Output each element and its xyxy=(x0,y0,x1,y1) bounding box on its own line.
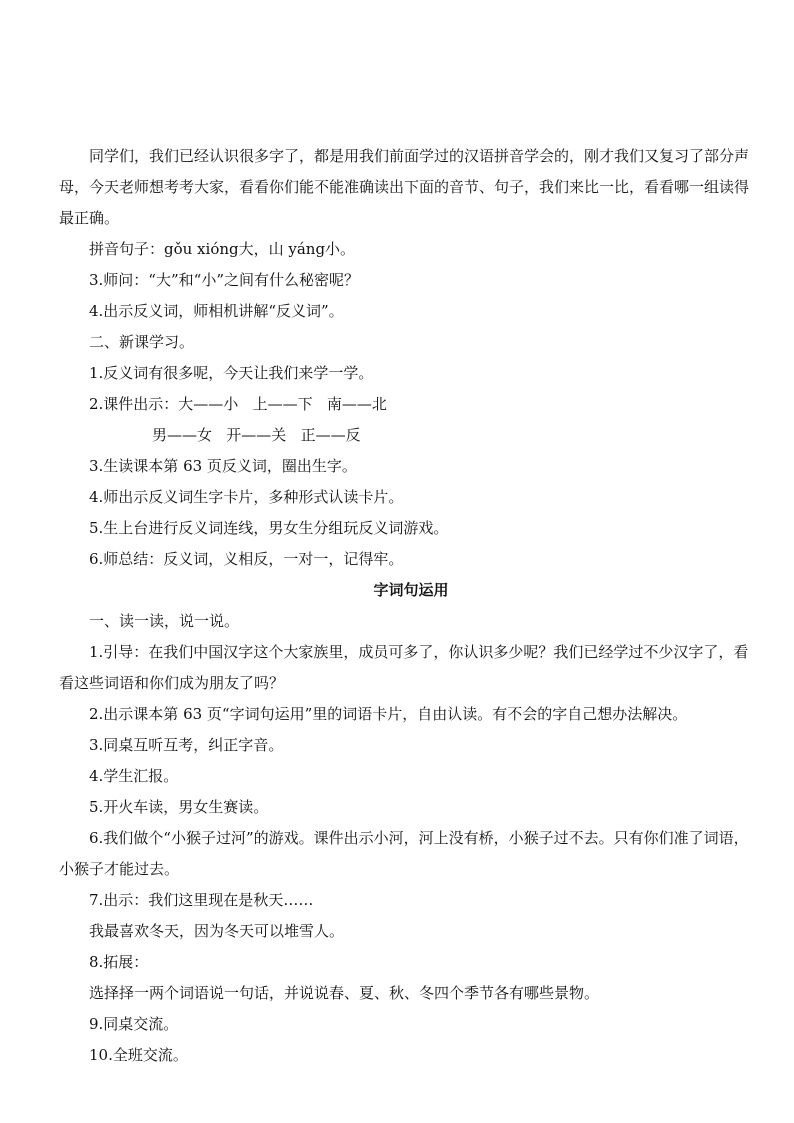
read-step-6: 6.我们做个“小猴子过河”的游戏。课件出示小河，河上没有桥，小猴子过不去。只有你们准了词语，小猴子才能过去。 xyxy=(59,829,749,878)
read-step-4: 4.学生汇报。 xyxy=(89,767,179,785)
document-body xyxy=(59,141,763,1071)
step-4-antonym: 4.出示反义词，师相机讲解“反义词”。 xyxy=(89,302,344,320)
lesson-step-1: 1.反义词有很多呢，今天让我们来学一学。 xyxy=(89,364,374,382)
read-step-7: 7.出示：我们这里现在是秋天…… xyxy=(89,891,314,909)
lesson-step-6: 6.师总结：反义词，义相反，一对一，记得牢。 xyxy=(89,550,404,568)
lesson-step-3: 3.生读课本第 63 页反义词，圈出生字。 xyxy=(89,457,357,475)
intro-paragraph: 同学们，我们已经认识很多字了，都是用我们前面学过的汉语拼音学会的，刚才我们又复习了部分声母，今天老师想考考大家，看看你们能不能准确读出下面的音节、句子，我们来比一比，看看哪一组读得最正确。 xyxy=(59,147,750,227)
read-step-10: 10.全班交流。 xyxy=(89,1046,188,1064)
lesson-step-2-continued: 男——女 开——关 正——反 xyxy=(152,426,361,444)
read-step-2: 2.出示课本第 63 页“字词句运用”里的词语卡片，自由认读。有不会的字自己想办法解决。 xyxy=(89,705,688,723)
read-step-8-detail: 选择择一两个词语说一句话，并说说春、夏、秋、冬四个季节各有哪些景物。 xyxy=(89,984,600,1002)
read-step-1: 1.引导：在我们中国汉字这个大家族里，成员可多了，你认识多少呢？我们已经学过不少汉字了，看看这些词语和你们成为朋友了吗？ xyxy=(59,643,749,692)
lesson-step-5: 5.生上台进行反义词连线，男女生分组玩反义词游戏。 xyxy=(89,519,449,537)
step-3-question: 3.师问：“大”和“小”之间有什么秘密呢？ xyxy=(89,271,359,289)
section-heading: 字词句运用 xyxy=(373,581,449,599)
read-step-8: 8.拓展： xyxy=(89,953,149,971)
read-step-7-example: 我最喜欢冬天，因为冬天可以堆雪人。 xyxy=(89,922,345,940)
pinyin-sentence: 拼音句子：gǒu xióng大，山 yáng小。 xyxy=(89,240,356,258)
section-new-lesson: 二、新课学习。 xyxy=(89,333,195,351)
read-step-3: 3.同桌互听互考，纠正字音。 xyxy=(89,736,284,754)
read-step-9: 9.同桌交流。 xyxy=(89,1015,179,1033)
lesson-step-2: 2.课件出示：大——小 上——下 南——北 xyxy=(89,395,387,413)
read-step-5: 5.开火车读，男女生赛读。 xyxy=(89,798,269,816)
read-section: 一、读一读，说一说。 xyxy=(89,612,240,630)
lesson-step-4: 4.师出示反义词生字卡片，多种形式认读卡片。 xyxy=(89,488,404,506)
